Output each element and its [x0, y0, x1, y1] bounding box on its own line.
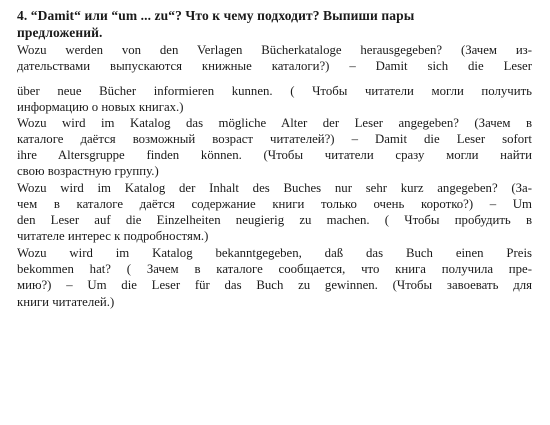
text-line-3: über neue Bücher informieren kunnen. ( Чтобы читатели могли получить [17, 84, 532, 98]
text-line-11: den Leser auf die Einzelheiten neugierig zu machen. ( Чтобы пробудить в [17, 213, 532, 227]
text-line-1: Wozu werden von den Verlagen Bücherkataloge herausgegeben? (Зачем из- [17, 43, 532, 57]
text-line-15: мию?) – Um die Leser für das Buch zu gewinnen. (Чтобы завоевать для [17, 278, 532, 292]
text-line-16: книги читателей.) [17, 295, 115, 309]
text-line-13: Wozu wird im Katalog bekanntgegeben, daß das Buch einen Preis [17, 246, 532, 260]
text-line-2: дательствами выпускаются книжные каталоги?) – Damit sich die Leser [17, 59, 532, 73]
exercise-heading [17, 7, 537, 41]
text-line-14: bekommen hat? ( Зачем в каталоге сообщается, что книга получила пре- [17, 262, 532, 276]
text-line-8: свою возрастную группу.) [17, 164, 159, 178]
text-line-6: каталоге даётся возможный возраст читателей?) – Damit die Leser sofort [17, 132, 532, 146]
text-line-12: читателе интерес к подробностям.) [17, 229, 209, 243]
text-line-9: Wozu wird im Katalog der Inhalt des Buches nur sehr kurz angegeben? (За- [17, 181, 532, 195]
text-line-7: ihre Altersgruppe finden können. (Чтобы читатели сразу могли найти [17, 148, 532, 162]
heading-line-1: 4. “Damit“ или “um ... zu“? Что к чему подходит? Выпиши пары [17, 8, 415, 23]
text-line-10: чем в каталоге даётся содержание книги только очень коротко?) – Um [17, 197, 532, 211]
heading-line-2: предложений. [17, 25, 103, 40]
text-line-5: Wozu wird im Katalog das mögliche Alter der Leser angegeben? (Зачем в [17, 116, 532, 130]
text-line-4: информацию о новых книгах.) [17, 100, 184, 114]
